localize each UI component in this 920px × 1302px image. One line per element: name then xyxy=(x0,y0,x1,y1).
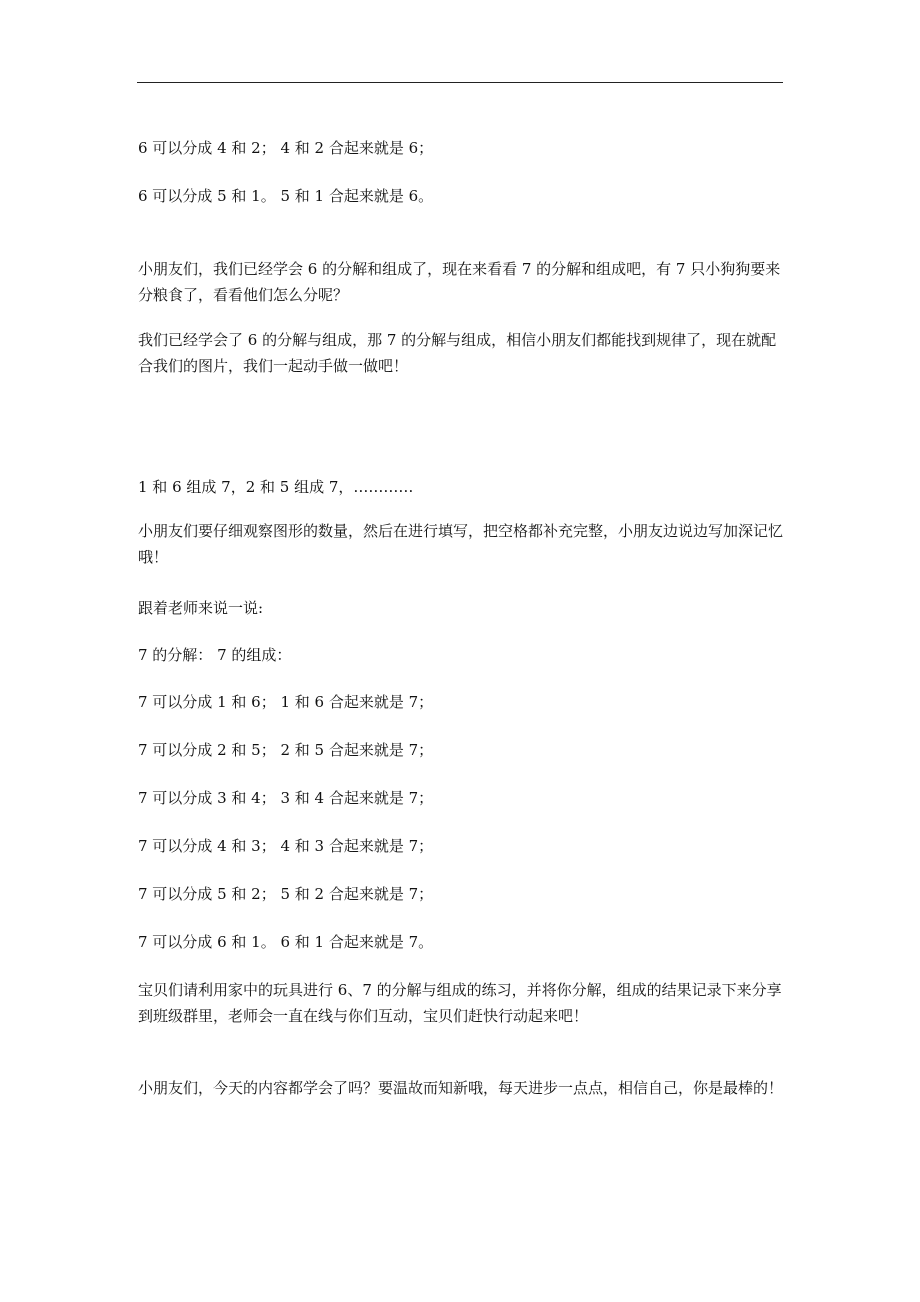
composition-example-line: 1 和 6 组成 7，2 和 5 组成 7，………… xyxy=(138,478,414,496)
intro-paragraph-pattern: 我们已经学会了 6 的分解与组成，那 7 的分解与组成，相信小朋友们都能找到规律了，现在就配合我们的图片，我们一起动手做一做吧！ xyxy=(138,331,777,375)
intro-paragraph-dogs: 小朋友们，我们已经学会 6 的分解和组成了，现在来看看 7 的分解和组成吧，有 7 只小狗狗要来分粮食了，看看他们怎么分呢？ xyxy=(138,260,781,304)
decomposition-line-7-1-6: 7 可以分成 1 和 6； 1 和 6 合起来就是 7； xyxy=(138,693,434,711)
decomposition-line-7-2-5: 7 可以分成 2 和 5； 2 和 5 合起来就是 7； xyxy=(138,741,434,759)
decomposition-line-6-5-1: 6 可以分成 5 和 1。 5 和 1 合起来就是 6。 xyxy=(138,187,434,205)
follow-teacher-line: 跟着老师来说一说: xyxy=(138,599,264,617)
section-header-7: 7 的分解： 7 的组成： xyxy=(138,646,292,664)
closing-paragraph: 小朋友们，今天的内容都学会了吗？要温故而知新哦，每天进步一点点，相信自己，你是最棒的！ xyxy=(138,1079,784,1097)
header-rule xyxy=(137,82,783,83)
decomposition-line-7-5-2: 7 可以分成 5 和 2； 5 和 2 合起来就是 7； xyxy=(138,885,434,903)
decomposition-line-7-6-1: 7 可以分成 6 和 1。 6 和 1 合起来就是 7。 xyxy=(138,933,434,951)
homework-paragraph: 宝贝们请利用家中的玩具进行 6、7 的分解与组成的练习，并将你分解，组成的结果记录下来分享到班级群里，老师会一直在线与你们互动，宝贝们赶快行动起来吧！ xyxy=(138,981,782,1025)
decomposition-line-7-4-3: 7 可以分成 4 和 3； 4 和 3 合起来就是 7； xyxy=(138,837,434,855)
instruction-paragraph: 小朋友们要仔细观察图形的数量，然后在进行填写，把空格都补充完整，小朋友边说边写加深记忆哦！ xyxy=(138,522,784,566)
decomposition-line-6-4-2: 6 可以分成 4 和 2； 4 和 2 合起来就是 6； xyxy=(138,139,434,157)
decomposition-line-7-3-4: 7 可以分成 3 和 4； 3 和 4 合起来就是 7； xyxy=(138,789,434,807)
